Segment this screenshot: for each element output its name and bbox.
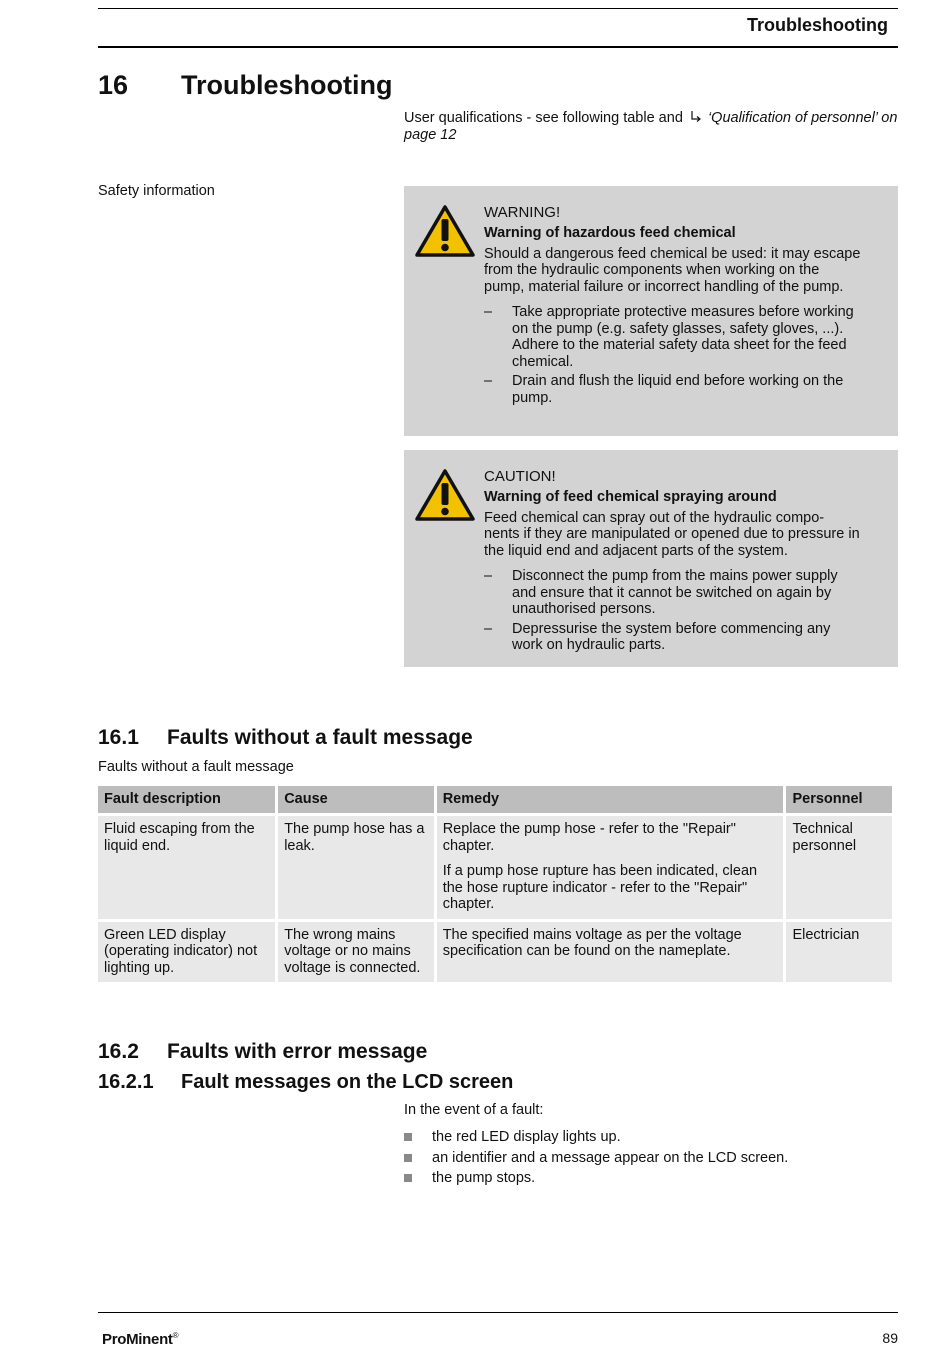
caution-hazard-title: Warning of feed chemical spraying around	[484, 489, 777, 506]
warning-box	[404, 186, 898, 436]
warning-triangle-icon	[414, 204, 476, 258]
list-item: the red LED display lights up.	[404, 1129, 898, 1146]
list-item: an identifier and a message appear on the LCD screen.	[404, 1150, 898, 1167]
section-16-1-title: Faults without a fault message	[167, 726, 473, 749]
table-row	[98, 922, 892, 983]
caution-measure-item: – Disconnect the pump from the mains power supply and ensure that it cannot be switched on again by unauthorised persons.	[484, 568, 862, 618]
fault-description-cell: Fluid escaping from the liquid end.	[98, 816, 275, 919]
warning-signal-word: WARNING!	[484, 204, 561, 221]
cause-cell: The wrong mains voltage or no mains voltage is connected.	[278, 922, 434, 983]
warning-measure-item: – Drain and flush the liquid end before working on the pump.	[484, 373, 862, 406]
qualification-text: User qualifications - see following table and	[404, 110, 683, 126]
caution-description: Feed chemical can spray out of the hydraulic compo- nents if they are manipulated or opened due to pressure in the liquid end and adjacent parts of the system.	[484, 509, 860, 559]
warning-content	[484, 204, 862, 409]
column-header-personnel: Personnel	[786, 786, 892, 813]
header-bottom-rule	[98, 46, 898, 48]
running-header-title: Troubleshooting	[747, 15, 888, 35]
caution-measure-item: – Depressurise the system before commencing any work on hydraulic parts.	[484, 621, 862, 654]
section-16-2-number: 16.2	[98, 1040, 139, 1063]
remedy-paragraph: If a pump hose rupture has been indicated, clean the hose rupture indicator - refer to the "Repair" chapter.	[442, 863, 758, 912]
safety-information-label: Safety information	[98, 183, 215, 199]
chapter-title: Troubleshooting	[181, 70, 393, 100]
fault-indicators-list	[404, 1129, 898, 1191]
personnel-cell: Electrician	[786, 922, 892, 983]
remedy-paragraph: The specified mains voltage as per the voltage specification can be found on the nameplate.	[442, 926, 742, 959]
registered-mark: ®	[172, 1331, 179, 1340]
chapter-number: 16	[98, 70, 129, 100]
table-row	[98, 816, 892, 919]
column-header-cause: Cause	[278, 786, 434, 813]
cause-cell: The pump hose has a leak.	[278, 816, 434, 919]
page-number: 89	[882, 1330, 898, 1346]
section-16-2-1-number: 16.2.1	[98, 1071, 154, 1093]
prominent-logo	[102, 1331, 178, 1348]
section-16-2-title: Faults with error message	[167, 1040, 428, 1063]
caution-measures-list	[484, 568, 862, 654]
section-16-2-1-title: Fault messages on the LCD screen	[181, 1071, 514, 1093]
faults-table	[95, 783, 895, 985]
remedy-paragraph: Replace the pump hose - refer to the "Repair" chapter.	[442, 821, 736, 854]
qualification-note	[404, 110, 898, 144]
qualification-cross-reference-link[interactable]: ‘Qualification of personnel’ on page 12	[404, 110, 898, 143]
section-16-1-number: 16.1	[98, 726, 139, 749]
table-header-row	[98, 786, 892, 813]
table-caption: Faults without a fault message	[98, 759, 294, 775]
fault-description-cell: Green LED display (operating indicator) not lighting up.	[98, 922, 275, 983]
warning-measure-item: – Take appropriate protective measures before working on the pump (e.g. safety glasses, safety gloves, ...). Adhere to the material safety data sheet for the feed chemical.	[484, 304, 862, 370]
personnel-cell: Technical personnel	[786, 816, 892, 919]
column-header-remedy: Remedy	[437, 786, 784, 813]
remedy-cell	[437, 922, 784, 983]
footer-rule	[98, 1312, 898, 1313]
warning-measures-list	[484, 304, 862, 406]
fault-intro-text: In the event of a fault:	[404, 1102, 544, 1118]
header-top-rule	[98, 8, 898, 9]
caution-box	[404, 450, 898, 667]
warning-hazard-title: Warning of hazardous feed chemical	[484, 225, 736, 242]
brand-name: ProMinent	[102, 1331, 173, 1348]
caution-signal-word: CAUTION!	[484, 468, 556, 485]
caution-triangle-icon	[414, 468, 476, 522]
remedy-cell	[437, 816, 784, 919]
cross-reference-icon	[690, 110, 703, 123]
warning-description: Should a dangerous feed chemical be used: it may escape from the hydraulic components when working on the pump, material failure or incorrect handling of the pump.	[484, 245, 861, 295]
list-item: the pump stops.	[404, 1170, 898, 1187]
caution-content	[484, 468, 862, 657]
column-header-fault-description: Fault description	[98, 786, 275, 813]
